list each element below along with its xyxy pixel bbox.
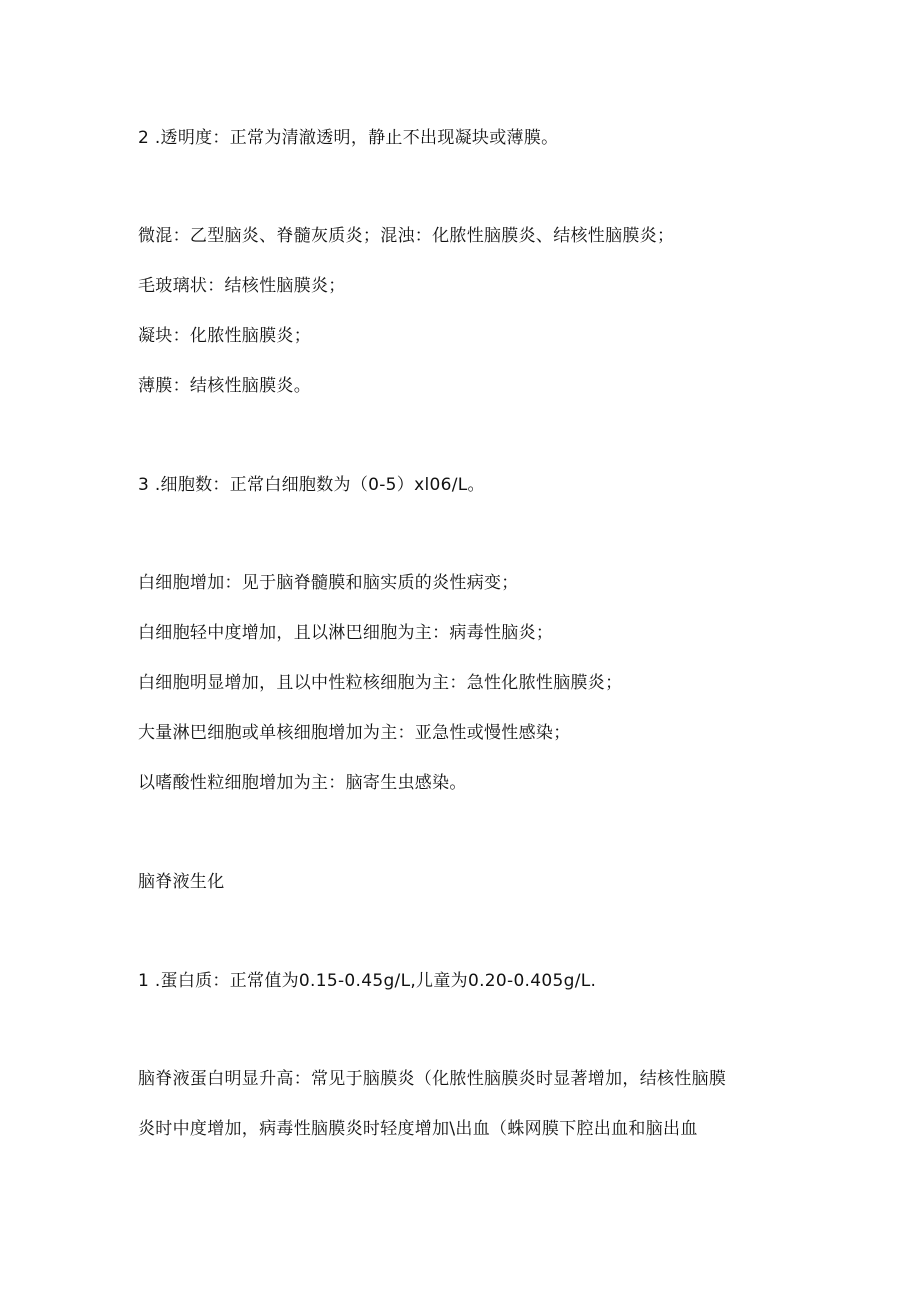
text-line: 以嗜酸性粒细胞增加为主：脑寄生虫感染。 (138, 773, 467, 793)
text-line: 凝块：化脓性脑膜炎； (138, 326, 311, 346)
section-transparency-heading: 2 .透明度：正常为清澈透明，静止不出现凝块或薄膜。 (138, 128, 559, 148)
text-line: 微混：乙型脑炎、脊髓灰质炎；混浊：化脓性脑膜炎、结核性脑膜炎； (138, 226, 675, 246)
text-line: 白细胞明显增加，且以中性粒核细胞为主：急性化脓性脑膜炎； (138, 673, 623, 693)
text-line: 毛玻璃状：结核性脑膜炎； (138, 276, 346, 296)
text-line: 炎时中度增加，病毒性脑膜炎时轻度增加\出血（蛛网膜下腔出血和脑出血 (138, 1119, 698, 1139)
section-protein-heading: 1 .蛋白质：正常值为0.15-0.45g/L,儿童为0.20-0.405g∕L. (138, 971, 597, 991)
text-line: 大量淋巴细胞或单核细胞增加为主：亚急性或慢性感染； (138, 723, 571, 743)
text-line: 薄膜：结核性脑膜炎。 (138, 376, 311, 396)
text-line: 白细胞增加：见于脑脊髓膜和脑实质的炎性病变； (138, 573, 519, 593)
text-line: 白细胞轻中度增加，且以淋巴细胞为主：病毒性脑炎； (138, 623, 554, 643)
section-cell-count-heading: 3 .细胞数：正常白细胞数为（0-5）xl06∕L。 (138, 475, 485, 495)
text-line: 脑脊液蛋白明显升高：常见于脑膜炎（化脓性脑膜炎时显著增加，结核性脑膜 (138, 1069, 727, 1089)
section-biochemistry-heading: 脑脊液生化 (138, 872, 225, 892)
